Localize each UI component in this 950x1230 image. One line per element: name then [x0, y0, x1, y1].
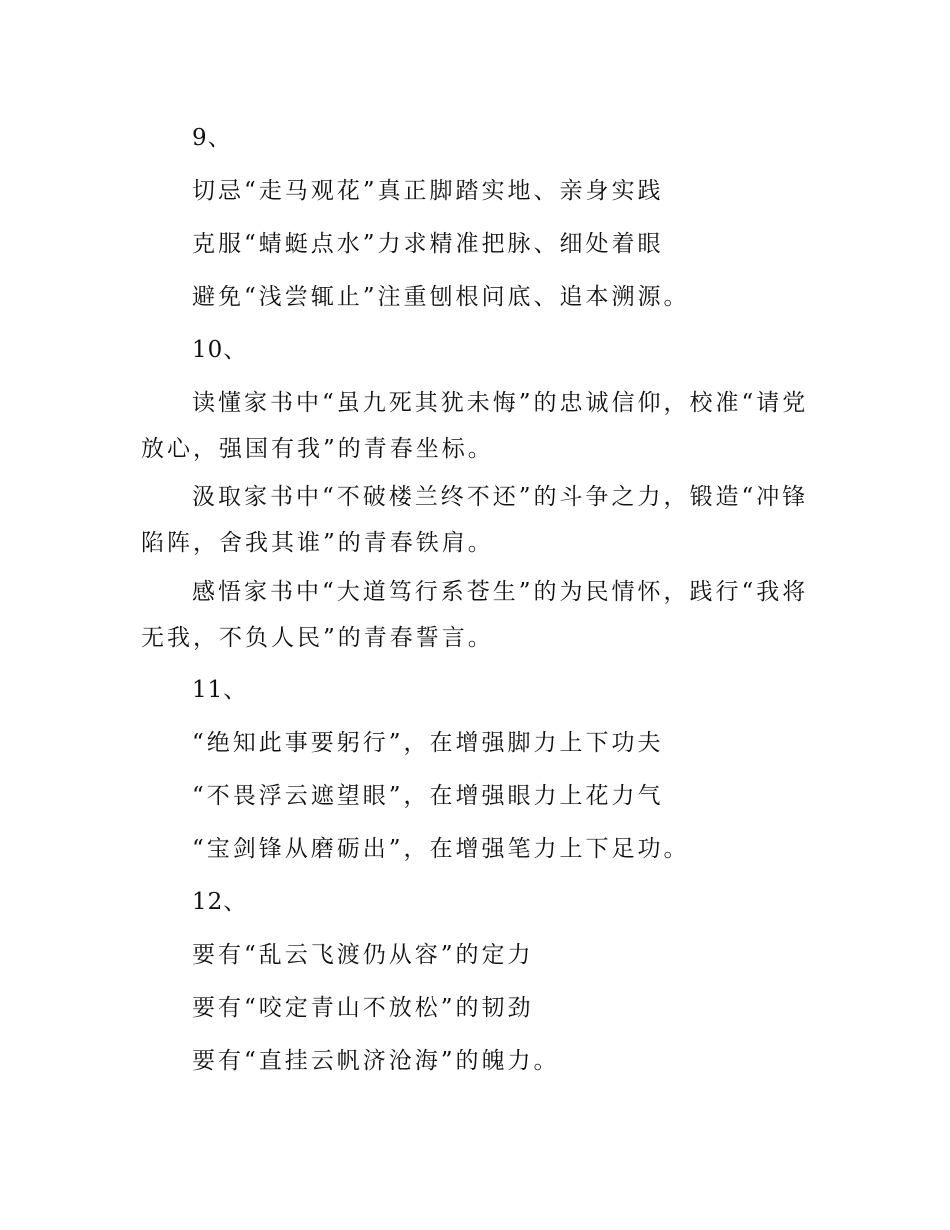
- section-10-paragraph-3: 感悟家书中“大道笃行系苍生”的为民情怀，践行“我将无我，不负人民”的青春誓言。: [141, 579, 809, 651]
- section-9-line-2: 克服“蜻蜓点水”力求精准把脉、细处着眼: [192, 231, 664, 257]
- section-10-paragraph-2: 汲取家书中“不破楼兰终不还”的斗争之力，锻造“冲锋陷阵，舍我其谁”的青春铁肩。: [141, 484, 809, 556]
- section-11-line-3: “宝剑锋从磨砺出”，在增强笔力上下足功。: [192, 836, 690, 862]
- section-12-line-1: 要有“乱云飞渡仍从容”的定力: [192, 942, 534, 968]
- section-12-line-3: 要有“直挂云帆济沧海”的魄力。: [192, 1048, 560, 1074]
- section-11-line-1: “绝知此事要躬行”，在增强脚力上下功夫: [192, 730, 664, 756]
- section-10-paragraph-1: 读懂家书中“虽九死其犹未悔”的忠诚信仰，校准“请党放心，强国有我”的青春坐标。: [141, 390, 809, 462]
- section-11-line-2: “不畏浮云遮望眼”，在增强眼力上花力气: [192, 783, 664, 809]
- section-9-line-3: 避免“浅尝辄止”注重刨根问底、追本溯源。: [192, 284, 690, 310]
- section-12-line-2: 要有“咬定青山不放松”的韧劲: [192, 995, 534, 1021]
- section-number-12: 12、: [192, 889, 248, 915]
- section-number-11: 11、: [192, 677, 248, 703]
- section-number-10: 10、: [192, 337, 248, 363]
- section-number-9: 9、: [192, 125, 232, 151]
- section-9-line-1: 切忌“走马观花”真正脚踏实地、亲身实践: [192, 178, 664, 204]
